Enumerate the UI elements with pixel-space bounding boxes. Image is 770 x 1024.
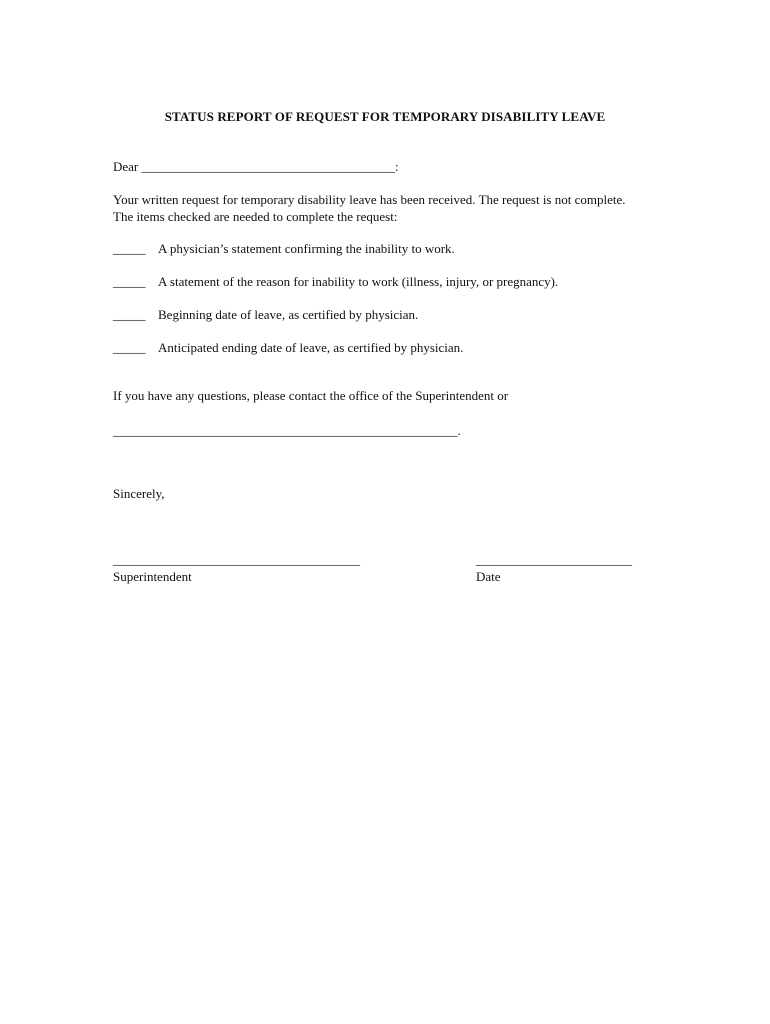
checklist-text: A statement of the reason for inability to work (illness, injury, or pregnancy). xyxy=(158,274,559,289)
document-title: STATUS REPORT OF REQUEST FOR TEMPORARY DISABILITY LEAVE xyxy=(164,109,606,124)
checklist-item xyxy=(113,340,463,356)
checklist-item xyxy=(113,307,418,323)
checklist-blank: _____ xyxy=(113,307,146,322)
contact-blank-line: _____________________________________________________. xyxy=(113,423,461,438)
checklist-text: A physician’s statement confirming the inability to work. xyxy=(158,241,455,256)
checklist-text: Anticipated ending date of leave, as certified by physician. xyxy=(158,340,464,355)
superintendent-signature-line: ______________________________________ xyxy=(113,552,360,567)
checklist-item xyxy=(113,241,455,257)
intro-paragraph: Your written request for temporary disability leave has been received. The request is not complete. The items checked are needed to complete the request: xyxy=(113,192,626,224)
checklist-blank: _____ xyxy=(113,340,146,355)
checklist-blank: _____ xyxy=(113,274,146,289)
date-label: Date xyxy=(476,569,501,584)
questions-text: If you have any questions, please contact the office of the Superintendent or xyxy=(113,388,509,403)
checklist-item xyxy=(113,274,558,290)
checklist-text: Beginning date of leave, as certified by physician. xyxy=(158,307,419,322)
salutation-line: Dear _______________________________________: xyxy=(113,159,399,174)
closing-text: Sincerely, xyxy=(113,486,165,501)
checklist-blank: _____ xyxy=(113,241,146,256)
date-signature-line: ________________________ xyxy=(476,552,632,567)
superintendent-label: Superintendent xyxy=(113,569,192,584)
